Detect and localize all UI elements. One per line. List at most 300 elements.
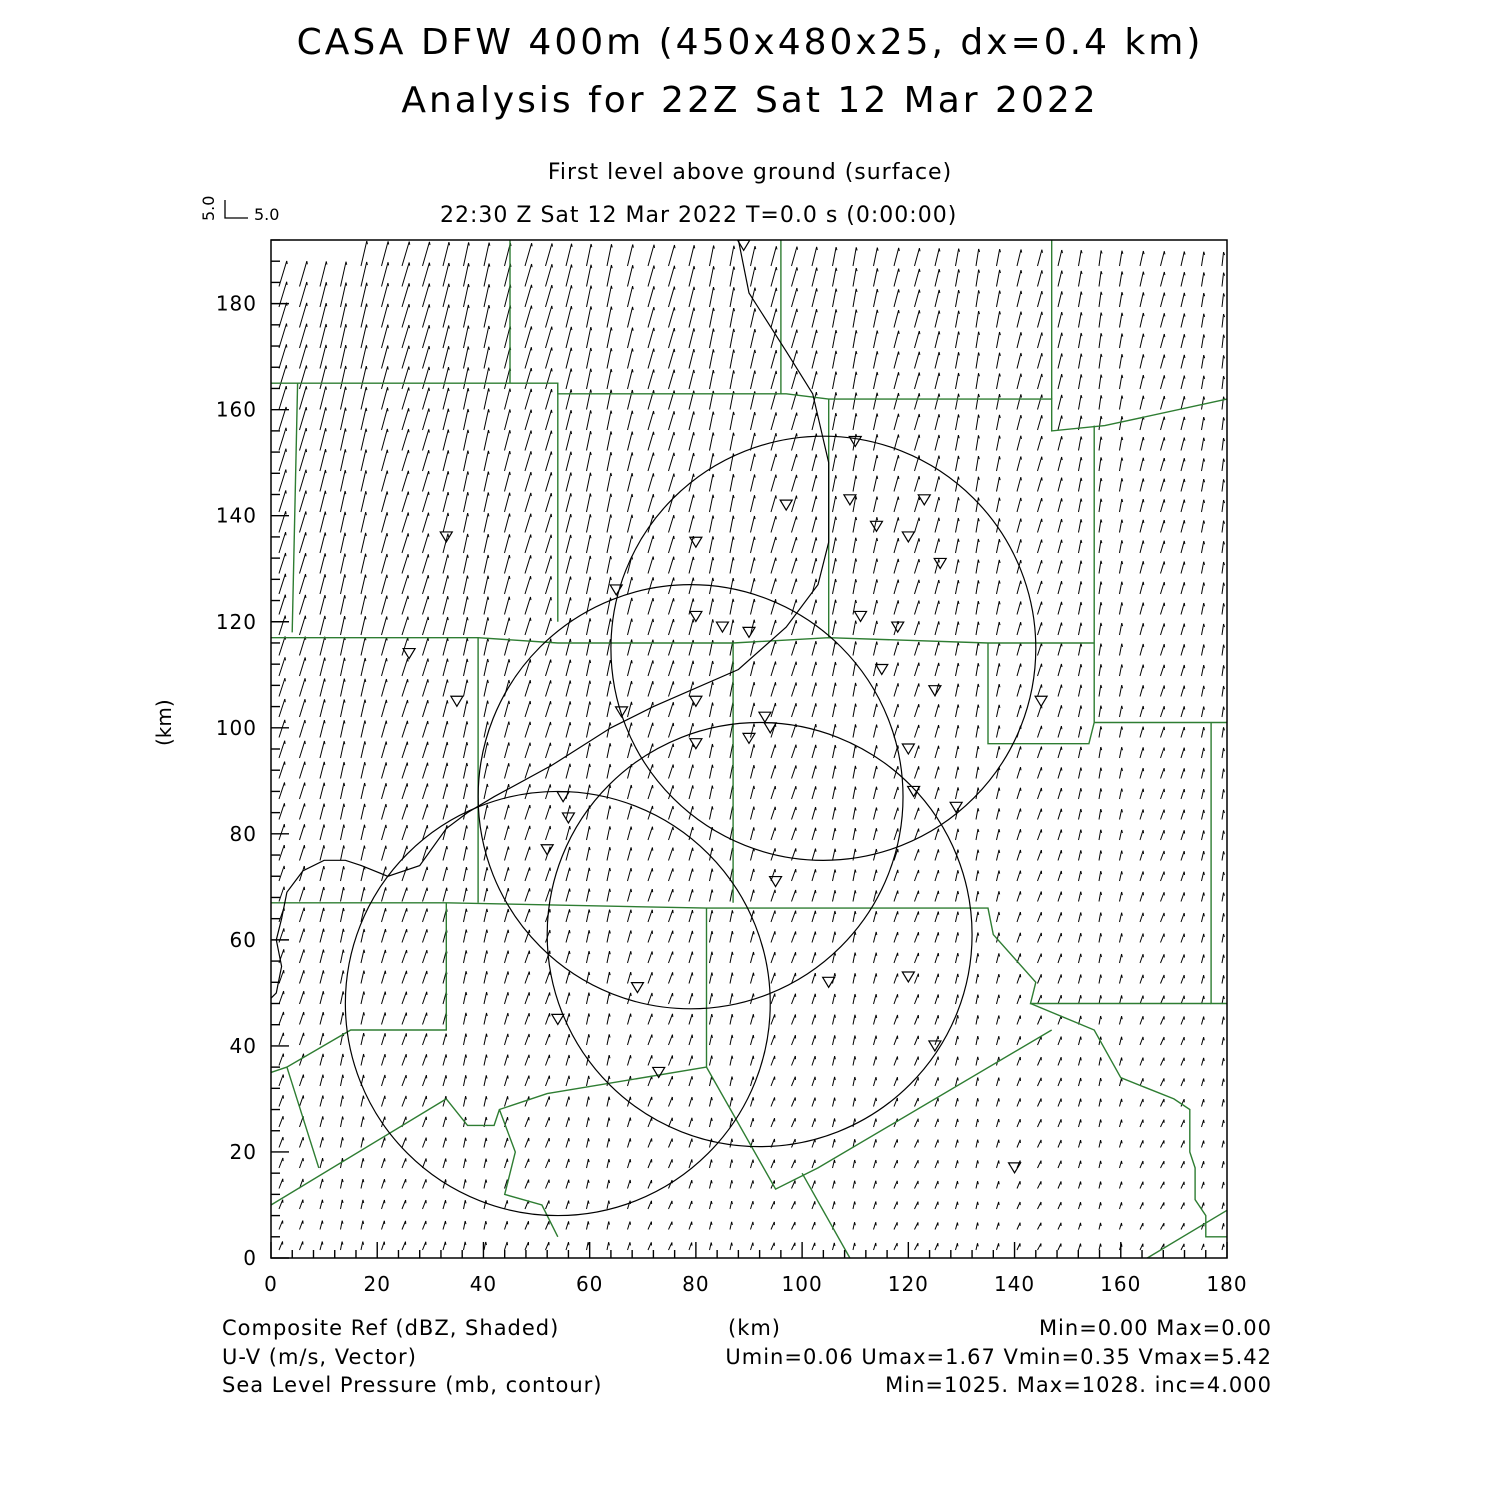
wind-vector (1120, 354, 1122, 368)
wind-vector-head (631, 951, 632, 954)
wind-vector (382, 1200, 385, 1209)
wind-vector-head (674, 266, 675, 269)
wind-vector-head (551, 493, 552, 496)
wind-vector-head (388, 325, 389, 328)
wind-vector-head (817, 309, 818, 312)
wind-vector (1038, 684, 1042, 696)
wind-vector (1202, 1079, 1204, 1086)
wind-vector (894, 994, 898, 1004)
wind-vector-head (610, 868, 611, 871)
wind-vector-head (753, 1056, 754, 1059)
wind-vector (1058, 664, 1061, 676)
wind-vector-head (1204, 293, 1205, 296)
wind-vector (464, 680, 468, 697)
wind-vector (1181, 975, 1184, 983)
wind-vector-head (653, 515, 654, 518)
wind-vector-head (1164, 251, 1165, 254)
wind-vector (1120, 416, 1122, 430)
wind-vector (1017, 353, 1021, 369)
wind-vector (935, 476, 939, 491)
wind-vector (464, 867, 467, 881)
wind-vector (1079, 664, 1081, 676)
wind-vector (484, 263, 489, 286)
wind-vector-head (589, 1034, 590, 1037)
wind-vector (730, 557, 733, 573)
wind-vector-head (572, 244, 573, 247)
wind-vector (751, 267, 755, 287)
wind-vector-head (816, 724, 817, 727)
wind-vector (566, 389, 571, 409)
wind-vector (361, 762, 365, 778)
wind-vector (812, 1077, 815, 1086)
wind-vector-head (835, 849, 836, 852)
wind-vector-head (364, 887, 365, 890)
wind-vector (730, 308, 734, 327)
wind-vector-head (694, 370, 695, 373)
wind-vector-head (429, 492, 430, 495)
wind-vector-head (611, 327, 612, 330)
wind-vector (771, 931, 775, 942)
wind-vector (464, 846, 467, 860)
wind-vector (1222, 851, 1224, 860)
wind-vector-head (898, 663, 899, 666)
wind-vector (279, 490, 286, 512)
wind-vector (1017, 1181, 1020, 1188)
wind-vector-head (306, 470, 307, 473)
wind-vector (751, 952, 754, 963)
wind-vector (505, 555, 510, 573)
wind-vector (382, 762, 387, 778)
wind-vector (505, 701, 509, 717)
wind-vector (894, 1015, 898, 1025)
wind-vector-head (344, 679, 345, 682)
wind-vector (1161, 1016, 1165, 1024)
wind-vector-head (324, 845, 325, 848)
wind-vector (607, 972, 609, 984)
wind-vector (1058, 995, 1061, 1004)
wind-vector-head (877, 683, 878, 686)
wind-vector (566, 847, 570, 861)
wind-vector-head (306, 345, 307, 348)
wind-vector (423, 659, 428, 676)
wind-vector (1222, 376, 1224, 389)
wind-vector (894, 289, 899, 307)
wind-vector-head (365, 575, 366, 578)
wind-vector-head (1224, 1037, 1225, 1040)
wind-vector (833, 807, 836, 819)
wind-vector-head (816, 683, 817, 686)
wind-vector-head (632, 369, 633, 372)
wind-vector-head (797, 454, 798, 457)
wind-vector-head (1204, 314, 1205, 317)
wind-vector (1058, 457, 1062, 471)
wind-vector-head (712, 1118, 713, 1121)
wind-vector (361, 950, 364, 963)
wind-vector-head (753, 1077, 754, 1080)
wind-vector (1181, 479, 1184, 492)
wind-vector-head (467, 555, 468, 558)
wind-vector-head (1061, 602, 1062, 605)
wind-vector (689, 266, 694, 286)
wind-vector (279, 678, 285, 696)
wind-vector (484, 513, 488, 532)
wind-vector (587, 1242, 589, 1250)
wind-vector-head (387, 533, 388, 536)
wind-vector-head (1021, 539, 1022, 542)
wind-vector (1222, 252, 1224, 266)
wind-vector-head (877, 538, 878, 541)
wind-vector-head (1101, 582, 1102, 585)
wind-vector-head (978, 808, 979, 811)
wind-vector-head (1204, 355, 1205, 358)
wind-vector (484, 659, 488, 676)
wind-vector (853, 1077, 855, 1086)
wind-vector-head (469, 263, 470, 266)
wind-vector-head (919, 435, 920, 438)
wind-vector (792, 1014, 796, 1024)
wind-vector-head (466, 992, 467, 995)
wind-vector-head (343, 971, 344, 974)
wind-vector-head (978, 746, 979, 749)
wind-vector (443, 867, 447, 881)
wind-vector (935, 518, 939, 533)
wind-vector (792, 433, 797, 450)
wind-vector (1058, 1161, 1061, 1168)
wind-vector-head (589, 1055, 590, 1058)
wind-vector (915, 953, 919, 963)
wind-vector (1161, 313, 1165, 327)
wind-vector (833, 372, 836, 389)
wind-vector-head (1204, 1079, 1205, 1082)
wind-vector (648, 1055, 652, 1065)
wind-vector (341, 637, 345, 656)
wind-vector (484, 1055, 486, 1066)
wind-vector (689, 744, 693, 758)
wind-vector-head (978, 1181, 979, 1184)
wind-vector-head (713, 702, 714, 705)
wind-vector-head (345, 574, 346, 577)
wind-vector (1202, 438, 1204, 451)
wind-vector (1222, 603, 1224, 614)
y-tick-label: 80 (229, 821, 257, 846)
wind-vector (423, 908, 428, 922)
wind-vector (710, 1076, 712, 1086)
wind-vector (1161, 520, 1165, 532)
wind-vector-head (343, 887, 344, 890)
wind-vector-head (447, 659, 448, 662)
wind-vector (628, 328, 633, 348)
wind-vector-head (429, 325, 430, 328)
wind-vector-head (939, 373, 940, 376)
wind-vector (628, 390, 633, 409)
wind-vector (997, 291, 1000, 307)
wind-vector (607, 702, 610, 717)
wind-vector (1058, 1099, 1061, 1107)
county-boundary-line (802, 1173, 850, 1258)
wind-vector-head (1164, 293, 1165, 296)
wind-vector (1161, 665, 1165, 676)
wind-vector-head (323, 1012, 324, 1015)
wind-vector-head (388, 304, 389, 307)
wind-vector (423, 804, 428, 819)
wind-vector-head (323, 1033, 324, 1036)
wind-vector-head (732, 1201, 733, 1204)
wind-vector (874, 808, 877, 820)
wind-vector (464, 388, 469, 409)
wind-vector-head (323, 1179, 324, 1182)
wind-vector (505, 534, 510, 553)
wind-vector (1058, 912, 1061, 922)
wind-vector-head (632, 619, 633, 622)
wind-vector (505, 971, 509, 983)
wind-vector-head (754, 495, 755, 498)
wind-vector-head (1204, 376, 1205, 379)
wind-vector (279, 428, 286, 451)
wind-vector (915, 1139, 919, 1147)
wind-vector-head (531, 389, 532, 392)
wind-vector (1099, 1016, 1101, 1024)
wind-vector (300, 303, 307, 328)
wind-vector (505, 389, 510, 410)
wind-vector-head (712, 869, 713, 872)
wind-vector (1099, 1099, 1101, 1107)
wind-vector-head (979, 270, 980, 273)
wind-vector-head (1101, 706, 1102, 709)
wind-vector-head (467, 659, 468, 662)
wind-vector (402, 1075, 406, 1086)
wind-vector (1038, 767, 1042, 778)
wind-vector (1079, 457, 1082, 471)
wind-vector (976, 601, 978, 614)
wind-vector-head (836, 413, 837, 416)
wind-vector (833, 745, 836, 758)
wind-vector (648, 307, 654, 327)
wind-vector (279, 1095, 283, 1106)
wind-vector (546, 660, 551, 676)
wind-vector-head (1081, 478, 1082, 481)
wind-vector-head (754, 620, 755, 623)
wind-vector-head (571, 285, 572, 288)
wind-vector (1099, 644, 1101, 656)
wind-vector (1222, 810, 1224, 820)
wind-vector (1079, 705, 1081, 717)
wind-vector (361, 866, 364, 881)
wind-vector (320, 637, 325, 656)
wind-vector (1017, 457, 1021, 471)
wind-vector (771, 682, 775, 696)
wind-vector-head (345, 449, 346, 452)
wind-vector (1181, 396, 1184, 409)
wind-vector-head (364, 1054, 365, 1057)
wind-vector (505, 867, 509, 881)
wind-vector-head (1143, 499, 1144, 502)
wind-vector-head (1224, 975, 1225, 978)
wind-vector (484, 451, 488, 471)
wind-vector (915, 518, 920, 533)
wind-vector-head (611, 473, 612, 476)
wind-vector (730, 827, 733, 840)
wind-vector (361, 1096, 363, 1107)
wind-vector (1017, 974, 1020, 983)
wind-vector (443, 305, 449, 328)
wind-vector (771, 828, 775, 840)
wind-vector-head (979, 373, 980, 376)
wind-vector (300, 991, 304, 1004)
wind-vector-head (1204, 417, 1205, 420)
wind-vector-head (1164, 479, 1165, 482)
wind-vector (566, 701, 570, 717)
wind-vector (320, 387, 326, 410)
wind-vector (1202, 1058, 1204, 1066)
wind-vector (915, 870, 919, 881)
wind-vector (935, 746, 939, 758)
wind-vector (423, 409, 429, 430)
wind-vector-head (693, 869, 694, 872)
wind-vector-head (388, 283, 389, 286)
wind-vector-head (958, 622, 959, 625)
wind-vector (648, 660, 653, 676)
wind-vector (402, 512, 408, 532)
wind-vector-head (631, 723, 632, 726)
wind-vector-head (1081, 457, 1082, 460)
wind-vector-head (366, 450, 367, 453)
wind-vector (546, 243, 552, 266)
wind-vector-head (367, 283, 368, 286)
wind-vector-head (1062, 333, 1063, 336)
wind-vector-head (486, 1075, 487, 1078)
wind-vector (976, 1057, 978, 1066)
wind-vector (1140, 1058, 1143, 1066)
wind-vector (997, 788, 1000, 799)
wind-vector (874, 248, 878, 266)
wind-vector-head (876, 849, 877, 852)
wind-vector-head (835, 766, 836, 769)
wind-vector (915, 269, 920, 287)
wind-vector-head (1042, 477, 1043, 480)
valid-time-line: 22:30 Z Sat 12 Mar 2022 T=0.0 s (0:00:00) (440, 203, 958, 228)
wind-vector-head (836, 579, 837, 582)
wind-vector (1181, 334, 1184, 348)
wind-vector (566, 1242, 568, 1250)
wind-vector (382, 241, 389, 266)
wind-vector (1017, 933, 1020, 943)
wind-vector (669, 1139, 673, 1148)
wind-vector-head (958, 601, 959, 604)
wind-vector (464, 492, 468, 512)
wind-vector (956, 932, 958, 942)
wind-vector (423, 1138, 427, 1148)
wind-vector (300, 407, 307, 430)
wind-vector-head (1184, 458, 1185, 461)
wind-vector-head (856, 330, 857, 333)
wind-vector-head (1021, 560, 1022, 563)
wind-vector (935, 435, 939, 451)
wind-vector (402, 617, 408, 635)
wind-vector-head (713, 432, 714, 435)
wind-vector (1140, 665, 1143, 676)
wind-vector (1181, 1140, 1184, 1147)
wind-vector-head (899, 248, 900, 251)
wind-vector-head (1062, 436, 1063, 439)
wind-vector (1181, 686, 1184, 697)
wind-vector (1222, 727, 1224, 737)
wind-vector (300, 1200, 303, 1209)
wind-vector (1079, 830, 1081, 840)
wind-vector-head (346, 345, 347, 348)
wind-vector-head (342, 1221, 343, 1224)
wind-vector (361, 554, 366, 574)
wind-vector-head (694, 349, 695, 352)
wind-vector-head (1021, 705, 1022, 708)
wind-vector-head (447, 721, 448, 724)
wind-vector-head (1122, 892, 1123, 895)
wind-vector-head (345, 408, 346, 411)
wind-vector (1202, 727, 1204, 737)
wind-vector (341, 762, 344, 778)
wind-vector-head (569, 993, 570, 996)
wind-vector-head (1062, 478, 1063, 481)
wind-vector-head (1224, 665, 1225, 668)
wind-vector (1079, 519, 1082, 532)
wind-vector-head (654, 411, 655, 414)
wind-vector (443, 784, 447, 799)
wind-vector-head (387, 512, 388, 515)
wind-vector (812, 786, 816, 799)
wind-vector-head (1122, 540, 1123, 543)
wind-vector (464, 617, 468, 635)
wind-vector (853, 766, 855, 779)
wind-vector (648, 951, 652, 963)
wind-vector (1099, 892, 1101, 902)
wind-vector (628, 910, 631, 922)
wind-vector (587, 909, 590, 922)
wind-vector-head (1101, 1057, 1102, 1060)
wind-vector (710, 1180, 712, 1188)
wind-vector (874, 455, 877, 471)
wind-vector (628, 847, 632, 860)
wind-vector (1202, 479, 1204, 491)
wind-vector-head (531, 326, 532, 329)
wind-vector (669, 952, 673, 963)
wind-vector-head (958, 1015, 959, 1018)
wind-vector-head (1224, 1244, 1225, 1247)
wind-vector-head (694, 328, 695, 331)
wind-vector-head (876, 1181, 877, 1184)
wind-vector-head (1081, 788, 1082, 791)
wind-vector (710, 1159, 712, 1168)
wind-vector-head (488, 513, 489, 516)
wind-vector-head (1122, 1120, 1123, 1123)
wind-vector-head (835, 1015, 836, 1018)
station-marker (902, 744, 914, 754)
wind-vector-head (1081, 374, 1082, 377)
wind-vector-head (1184, 293, 1185, 296)
wind-vector (792, 890, 796, 902)
wind-vector (1079, 788, 1081, 799)
wind-vector (833, 1077, 835, 1086)
wind-vector-head (1143, 747, 1144, 750)
wind-vector (648, 1138, 652, 1147)
wind-vector-head (978, 788, 979, 791)
wind-vector (628, 930, 631, 942)
wind-vector (976, 1140, 978, 1148)
wind-vector (648, 245, 654, 266)
wind-vector (546, 306, 552, 328)
wind-vector (607, 743, 610, 758)
wind-vector (464, 992, 466, 1004)
wind-vector (1079, 499, 1082, 512)
wind-vector (956, 269, 959, 286)
